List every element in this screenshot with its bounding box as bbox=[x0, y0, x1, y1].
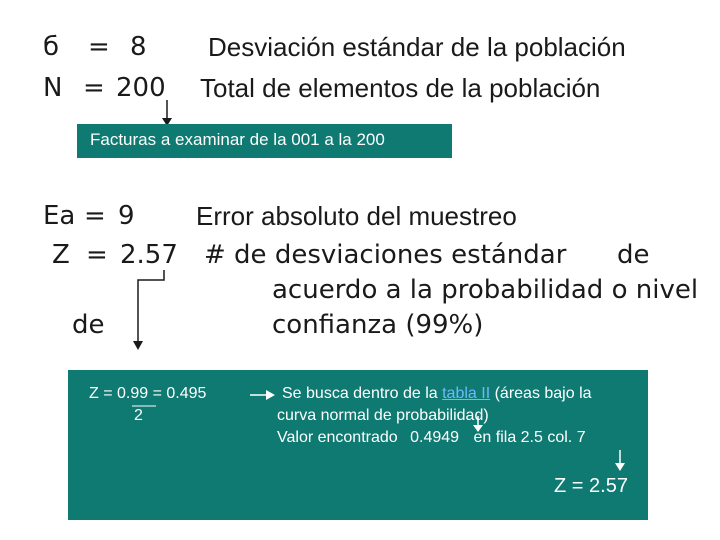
sigma-description: Desviación estándar de la población bbox=[208, 32, 626, 62]
found-label: Valor encontrado bbox=[277, 429, 398, 446]
n-value: 200 bbox=[116, 73, 166, 103]
sigma-value: 8 bbox=[130, 32, 147, 62]
n-description: Total de elementos de la población bbox=[200, 73, 601, 103]
sigma-symbol: б bbox=[43, 32, 60, 62]
z-equals: = bbox=[86, 240, 108, 270]
z-value: 2.57 bbox=[120, 240, 178, 270]
z-result: Z = 2.57 bbox=[554, 475, 628, 497]
n-symbol: N bbox=[43, 73, 63, 103]
z-description-line-1: # de desviaciones estándar bbox=[204, 240, 567, 270]
z-description-line-1-end: de bbox=[617, 240, 650, 270]
z-description-line-3-left: de bbox=[72, 310, 105, 340]
ea-value: 9 bbox=[118, 201, 135, 231]
calculation-panel bbox=[68, 370, 648, 520]
invoice-range-banner bbox=[77, 124, 452, 158]
ea-description: Error absoluto del muestreo bbox=[196, 201, 517, 231]
ea-equals: = bbox=[84, 201, 106, 231]
n-equals: = bbox=[83, 73, 105, 103]
calc-equation: Z = 0.99 = 0.495 bbox=[89, 385, 207, 402]
z-description-line-2: acuerdo a la probabilidad o nivel bbox=[272, 275, 699, 305]
z-symbol: Z bbox=[52, 240, 70, 270]
found-value-line bbox=[277, 428, 586, 448]
search-instruction-line-2: curva normal de probabilidad) bbox=[277, 407, 489, 424]
search-instruction-line-1 bbox=[282, 384, 592, 404]
search-suffix: (áreas bajo la bbox=[490, 385, 592, 402]
found-location: en fila 2.5 col. 7 bbox=[473, 429, 586, 446]
ea-symbol: Ea bbox=[43, 201, 76, 231]
search-prefix: Se busca dentro de la bbox=[282, 385, 443, 402]
arrow-z-to-panel bbox=[130, 268, 170, 352]
arrow-calc-to-search bbox=[248, 388, 278, 402]
calc-divisor: 2 bbox=[134, 407, 143, 424]
arrow-to-result bbox=[613, 448, 627, 474]
sigma-equals: = bbox=[88, 32, 110, 62]
found-value: 0.4949 bbox=[410, 429, 460, 446]
table-ii-link[interactable]: tabla II bbox=[442, 385, 491, 402]
invoice-range-text: Facturas a examinar de la 001 a la 200 bbox=[90, 130, 385, 149]
z-description-line-3: confianza (99%) bbox=[272, 310, 484, 340]
